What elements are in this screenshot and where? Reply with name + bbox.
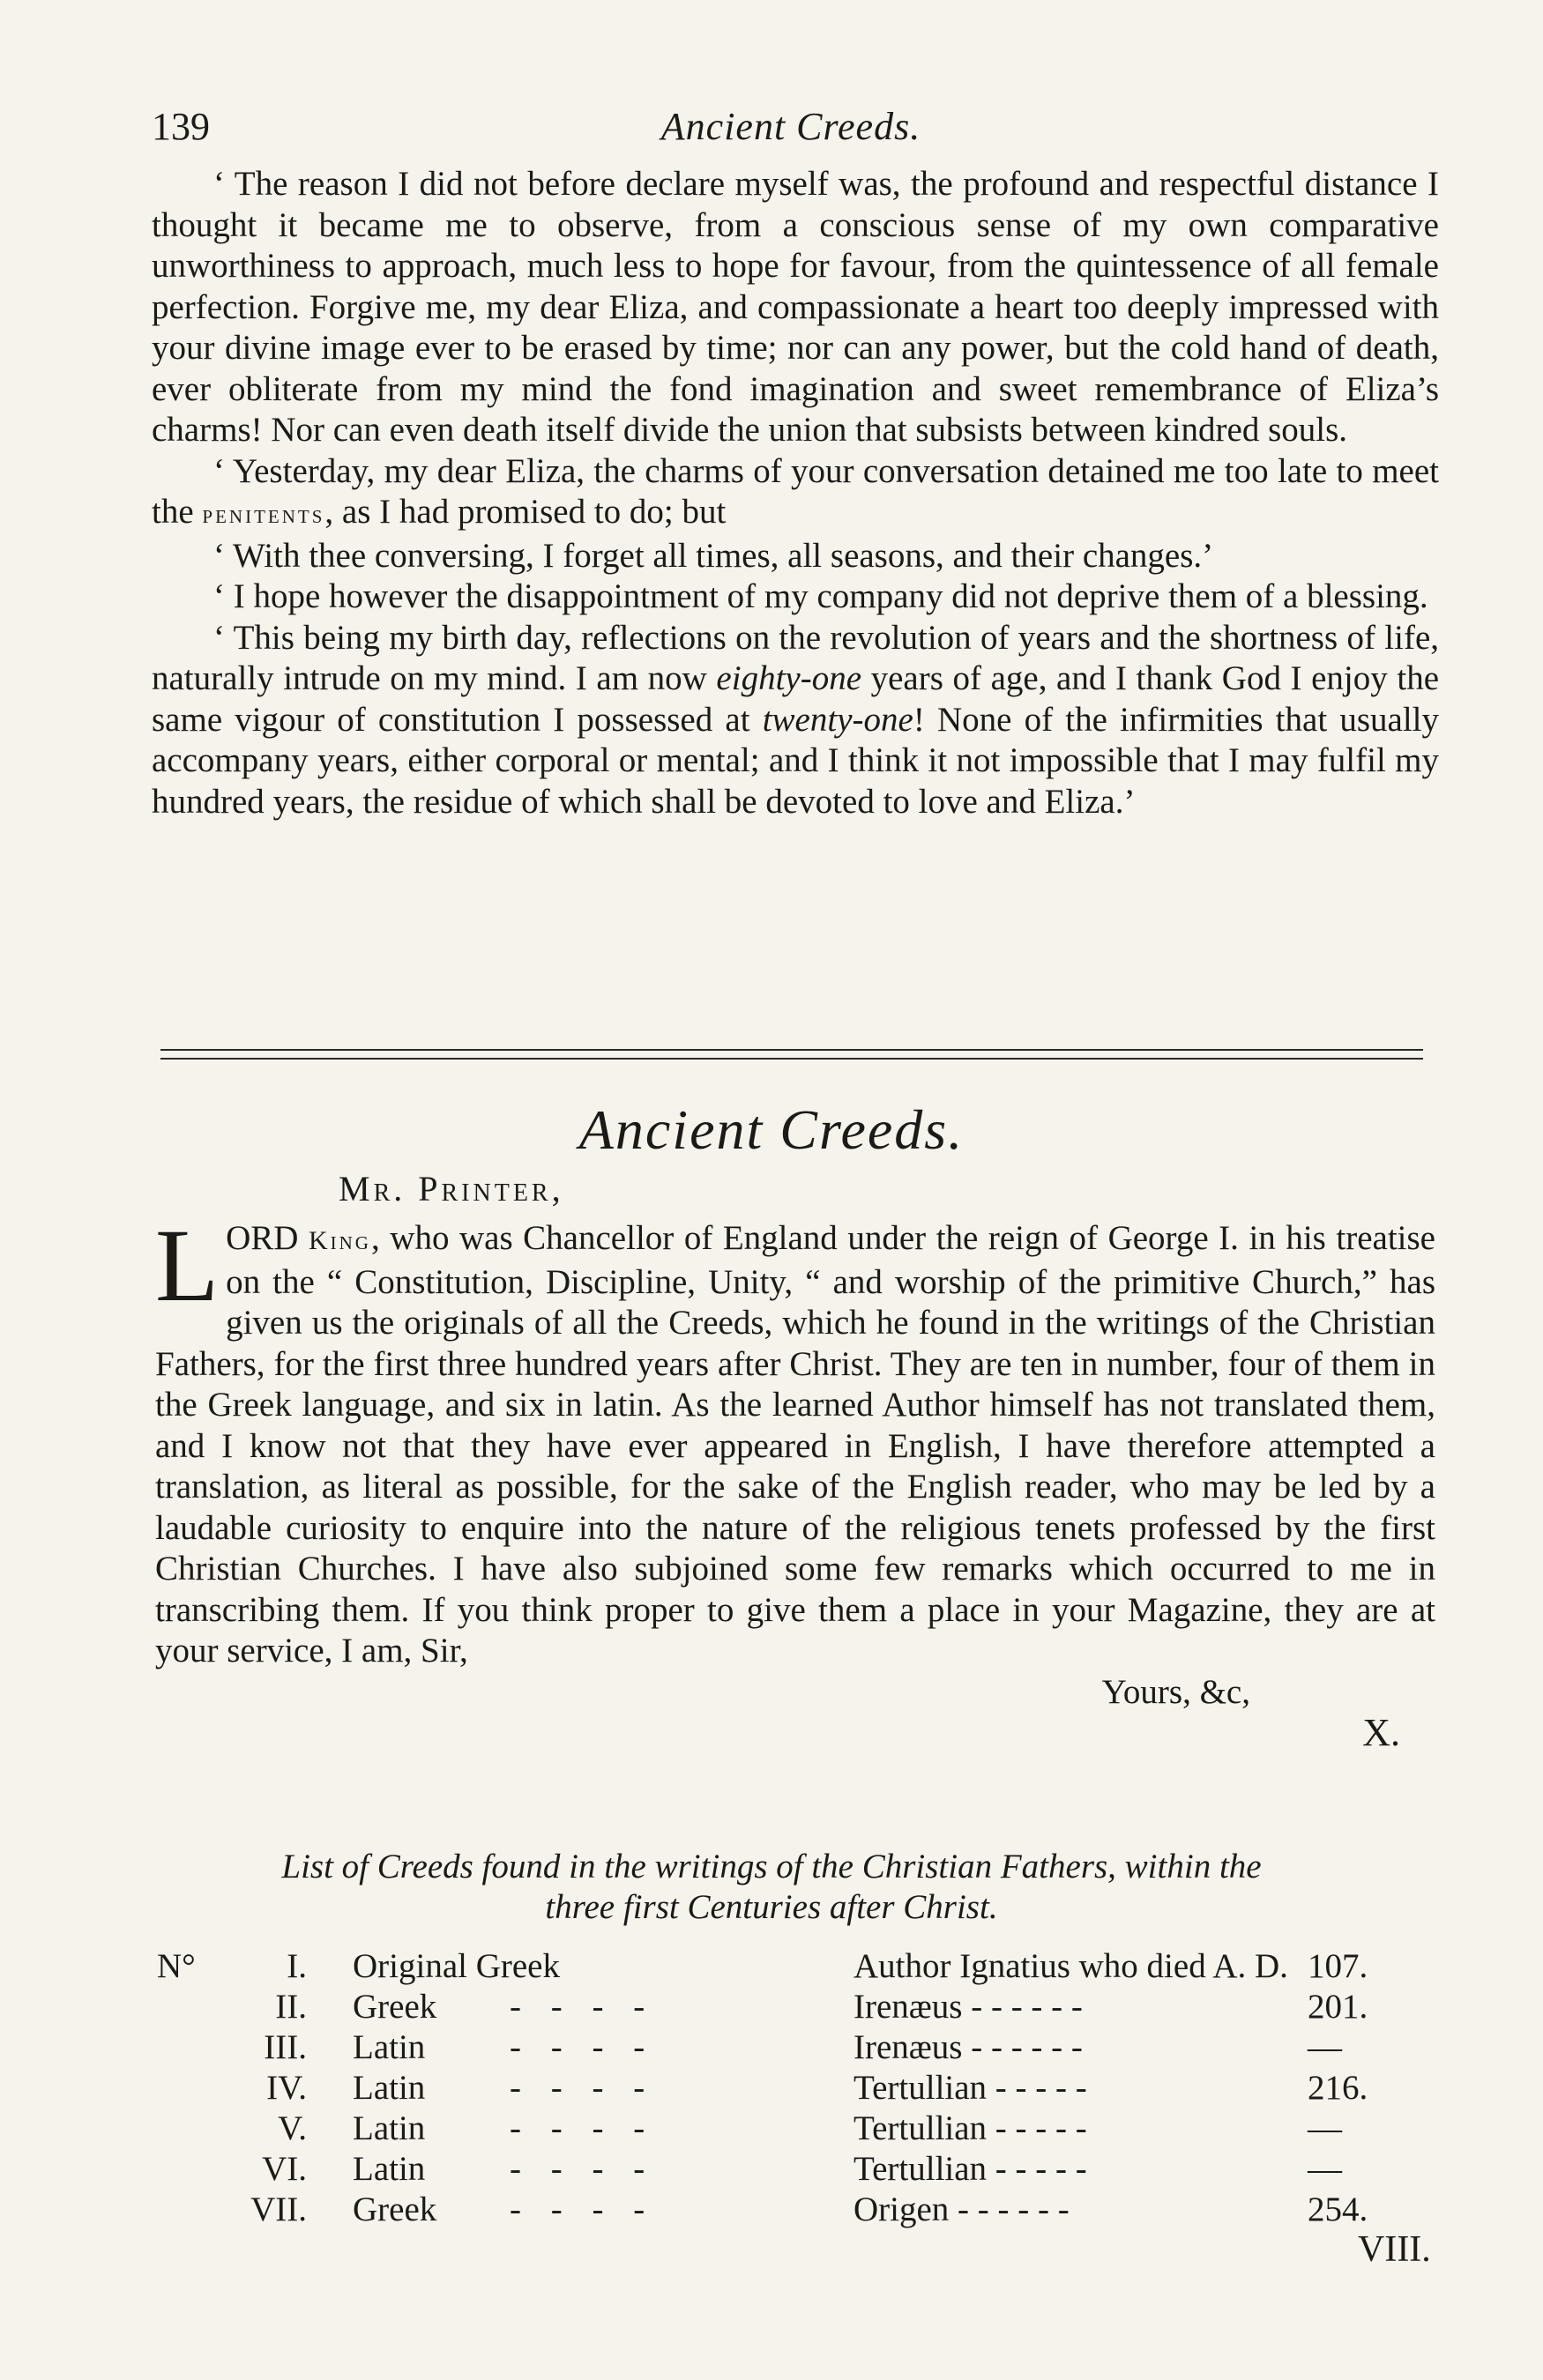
page-number: 139 [152,105,210,148]
creed-numeral: IV. [266,2069,307,2107]
dot-leader: - - - - [510,2069,656,2107]
creed-numeral: II. [275,1988,307,2026]
creed-language: Latin [353,2150,426,2188]
table-row [157,2109,1444,2149]
creed-date: 216. [1308,2069,1368,2107]
list-title [0,1847,1543,1928]
creed-numeral: VI. [262,2150,307,2188]
list-title-line-1: List of Creeds found in the writings of the Christian Fathers, within the [281,1848,1262,1885]
letter-paragraph [152,164,1439,451]
section-rule-bottom [160,1058,1423,1060]
creed-language: Latin [353,2109,426,2147]
section-rule-top [160,1049,1423,1051]
text-run: ‘ Yesterday, my dear Eliza, the charms of your conversation detained me too late to meet the [152,451,1439,531]
page-header [152,104,1430,157]
creed-language: Original Greek [353,1947,560,1985]
catchword: VIII. [1358,2229,1431,2270]
dot-leader: - - - - [510,2150,656,2188]
text-run: ‘ The reason I did not before declare myself was, the profound and respectful distance I thought it became me to observe, from a conscious sense of my own comparative unworthiness to approach, much less to hope for favour, from the quintessence of all female perfection. Forgive me, my dear Eliza, and compassionate a heart too deeply impressed with your divine image ever to be erased by time; nor can any power, but the cold hand of death, ever obliterate from my mind the fond imagination and sweet remembrance of Eliza’s charms! Nor can even death itself divide the union that subsists between kindred souls. [152,165,1439,449]
letter-paragraph [152,618,1439,823]
creed-author: Origen - - - - - - [853,2190,1070,2228]
creed-numeral: I. [287,1947,307,1985]
creed-numeral: VII. [250,2190,307,2228]
text-run: ‘ This being my birth day, reflections on the revolution of years and the shortness of life, naturally intrude on my mind. I am now [152,618,1439,697]
salutation: Mr. Printer, [339,1169,564,1209]
article-body [155,1208,1435,1754]
text-run: , who was Chancellor of England under the reign of George I. in his treatise on the “ Constitution, Discipline, Unity, “ and worship of the primitive Church,” has given us the originals of all the Creeds, which he found in the writings of the Christian Fathers, for the first three hundred years after Christ. They are ten in number, four of them in the Greek language, and six in latin. As the learned Author himself has not translated them, and I know not that they have ever appeared in English, I have therefore attempted a translation, as literal as possible, for the sake of the English reader, who may be led by a laudable curiosity to enquire into the nature of the religious tenets professed by the first Christian Churches. I have also subjoined some few remarks which occurred to me in transcribing them. If you think proper to give them a place in your Magazine, they are at your service, I am, Sir, [155,1219,1435,1670]
small-caps-text: penitents [202,500,325,529]
letter-paragraph [152,451,1439,536]
italic-text: twenty-one [762,700,913,739]
closing: Yours, &c, [1101,1672,1250,1711]
letter-paragraph [152,536,1439,577]
creed-date: 201. [1308,1988,1368,2026]
table-row [157,2149,1444,2190]
letter-paragraph [152,576,1439,618]
creed-date: — [1308,2150,1342,2188]
text-run: ORD [226,1219,309,1257]
creed-language: Greek [353,2190,437,2228]
text-run: ! None of the infirmities that usually accompany years, either corporal or mental; and I think it not impossible that I may fulfil my hundred years, the residue of which shall be devoted to love and Eliza.’ [152,700,1439,821]
table-row [157,2027,1444,2068]
creed-author: Tertullian - - - - - [853,2109,1087,2147]
small-caps-text: King [308,1226,371,1255]
article-title: Ancient Creeds. [578,1098,965,1161]
creed-date: 107. [1308,1947,1368,1985]
creed-author: Author Ignatius who died A. D. [853,1947,1288,1985]
italic-text: eighty-one [716,659,862,697]
creed-numeral: V. [278,2109,307,2147]
creed-date: — [1308,2109,1342,2147]
dot-leader: - - - - [510,2190,656,2228]
drop-cap: L [155,1208,220,1323]
creeds-table [157,1946,1444,2230]
creed-author: Tertullian - - - - - [853,2150,1087,2188]
table-row [157,2190,1444,2230]
dot-leader: - - - - [510,1988,656,2026]
creed-author: Irenæus - - - - - - [853,2028,1083,2066]
text-run: , as I had promised to do; but [324,493,727,531]
table-row [157,1987,1444,2027]
creed-date: 254. [1308,2190,1368,2228]
number-label: N° [157,1947,196,1985]
running-head: Ancient Creeds. [660,105,921,148]
table-row [157,1946,1444,1987]
dot-leader: - - - - [510,2109,656,2147]
text-run: ‘ I hope however the disappointment of my company did not deprive them of a blessing. [213,577,1428,615]
creed-author: Irenæus - - - - - - [853,1988,1083,2026]
creed-author: Tertullian - - - - - [853,2069,1087,2107]
creed-language: Greek [353,1988,437,2026]
creed-language: Latin [353,2028,426,2066]
creed-date: — [1308,2028,1342,2066]
article-paragraph [155,1208,1435,1672]
creed-numeral: III. [264,2028,307,2066]
creed-language: Latin [353,2069,426,2107]
list-title-line-2: three first Centuries after Christ. [545,1888,998,1926]
signature: X. [1362,1711,1400,1754]
letter-excerpt [152,164,1439,822]
text-run: ‘ With thee conversing, I forget all times, all seasons, and their changes.’ [213,536,1214,575]
table-row [157,2068,1444,2109]
dot-leader: - - - - [510,2028,656,2066]
text-run: years of age, and I thank God I enjoy the same vigour of constitution I possessed at [152,659,1440,739]
